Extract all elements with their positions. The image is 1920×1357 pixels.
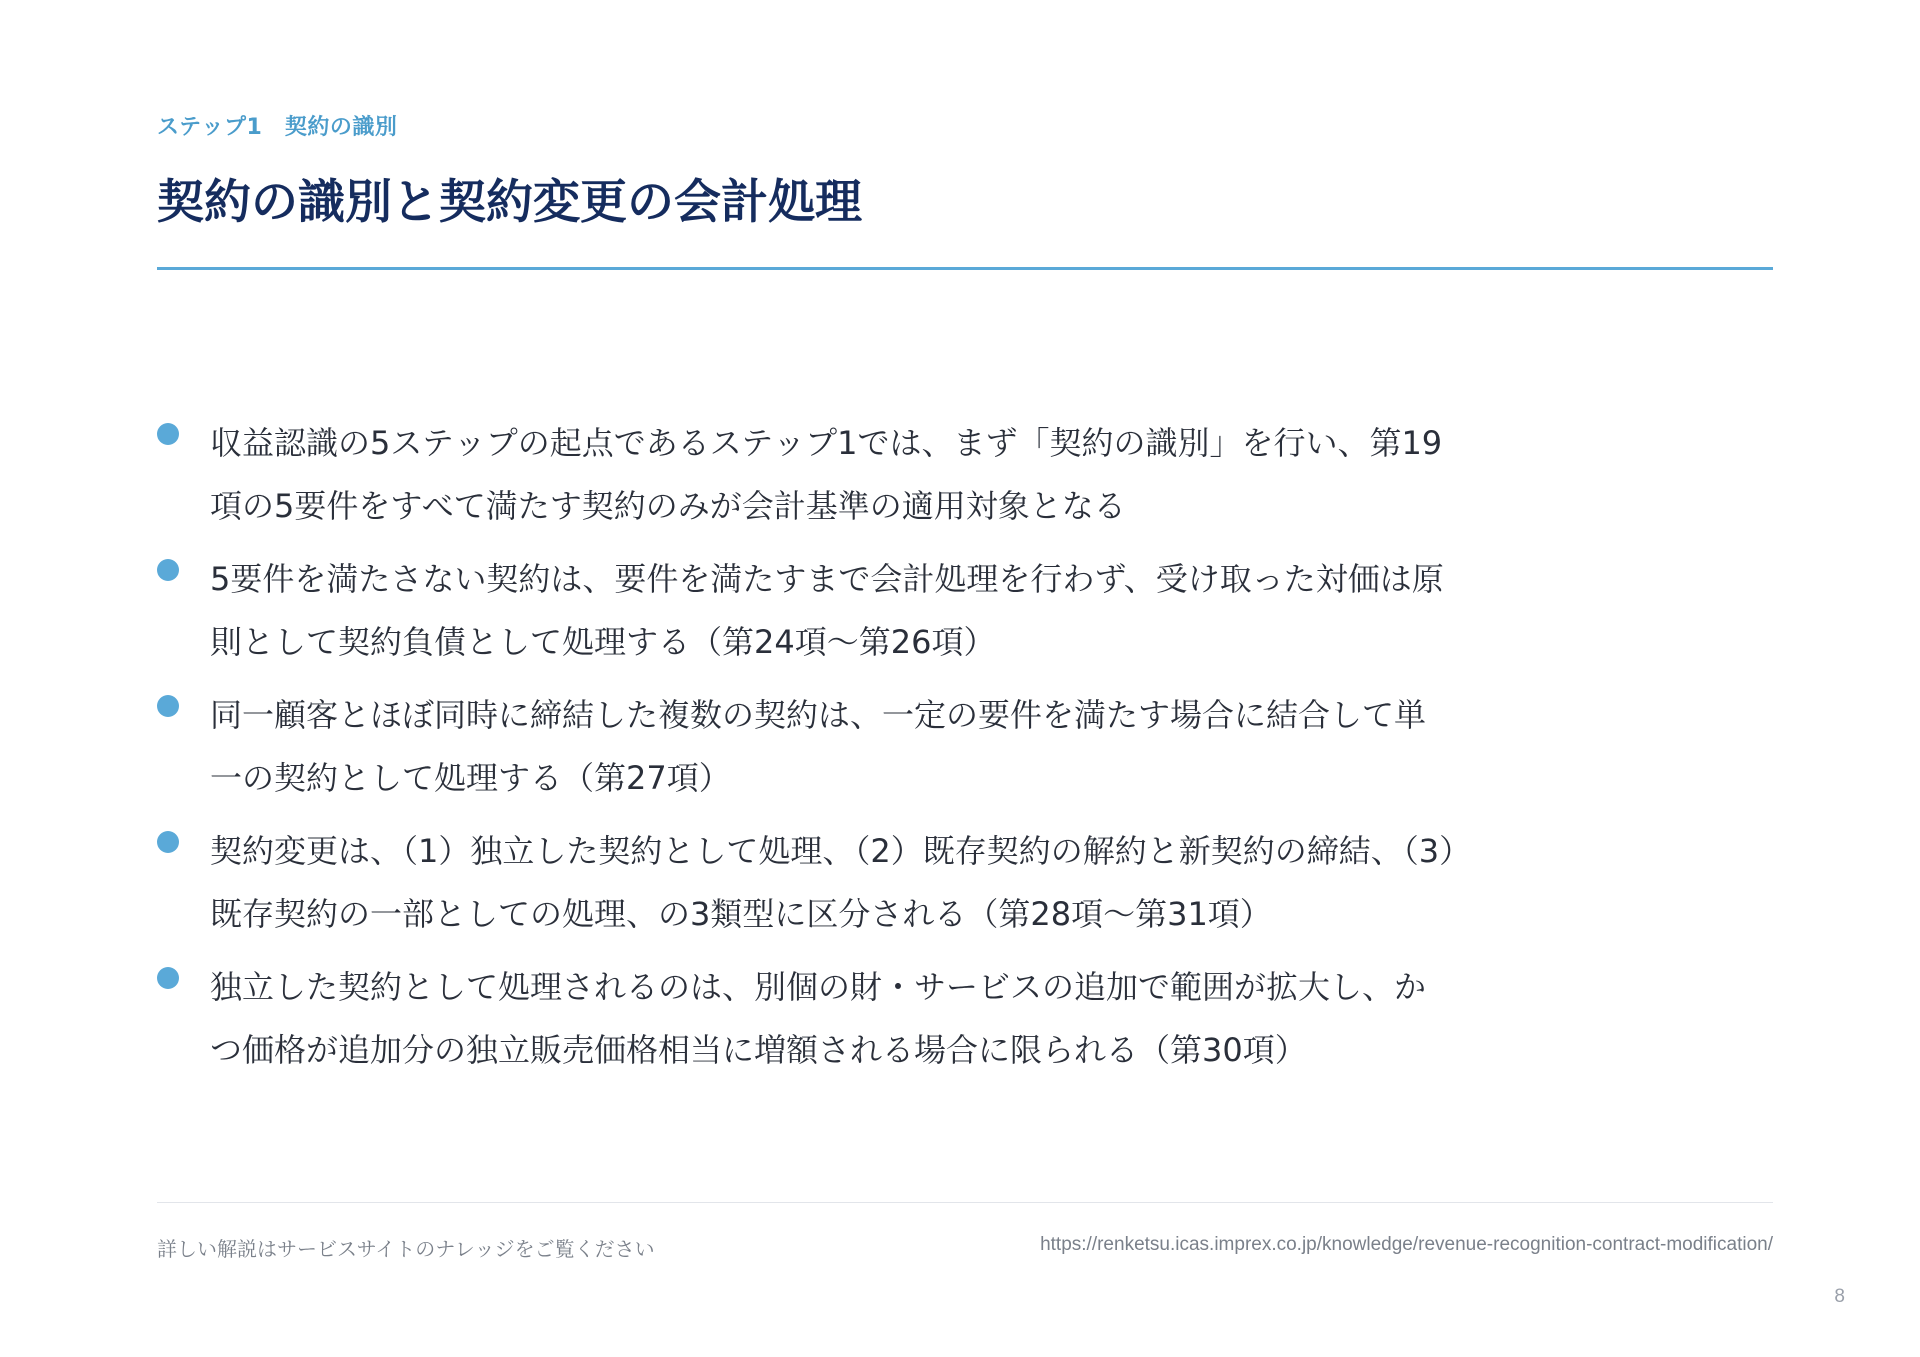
knowledge-link[interactable]: https://renketsu.icas.imprex.co.jp/knowledge/revenue-recognition-contract-modification/ — [1040, 1234, 1773, 1255]
bullet-dot-icon — [157, 423, 179, 445]
bullet-text-line: 同一顧客とほぼ同時に締結した複数の契約は、一定の要件を満たす場合に結合して単 — [210, 696, 1427, 734]
bullet-dot-icon — [157, 831, 179, 853]
bullet-text-line: 収益認識の5ステップの起点であるステップ1では、まず「契約の識別」を行い、第19 — [210, 424, 1443, 462]
bullet-item — [157, 412, 1695, 538]
bullet-text-line: つ価格が追加分の独立販売価格相当に増額される場合に限られる（第30項） — [210, 1031, 1307, 1069]
footer-divider — [157, 1202, 1773, 1203]
title-divider — [157, 267, 1773, 270]
bullet-list — [157, 412, 1577, 1092]
bullet-item — [157, 820, 1695, 946]
section-eyebrow: ステップ1 契約の識別 — [157, 115, 398, 140]
footer-note: 詳しい解説はサービスサイトのナレッジをご覧ください — [157, 1237, 655, 1261]
bullet-text-line: 既存契約の一部としての処理、の3類型に区分される（第28項〜第31項） — [210, 895, 1272, 933]
bullet-dot-icon — [157, 559, 179, 581]
page-title: 契約の識別と契約変更の会計処理 — [157, 175, 862, 230]
bullet-text-line: 契約変更は、（1）独立した契約として処理、（2）既存契約の解約と新契約の締結、（3） — [210, 832, 1472, 870]
bullet-dot-icon — [157, 695, 179, 717]
bullet-dot-icon — [157, 967, 179, 989]
bullet-item — [157, 548, 1695, 674]
bullet-text-line: 独立した契約として処理されるのは、別個の財・サービスの追加で範囲が拡大し、か — [210, 968, 1427, 1006]
bullet-item — [157, 956, 1695, 1082]
bullet-text-line: 則として契約負債として処理する（第24項〜第26項） — [210, 623, 996, 661]
bullet-text-line: 一の契約として処理する（第27項） — [210, 759, 731, 797]
bullet-text-line: 5要件を満たさない契約は、要件を満たすまで会計処理を行わず、受け取った対価は原 — [210, 560, 1444, 598]
bullet-item — [157, 684, 1695, 810]
bullet-text-line: 項の5要件をすべて満たす契約のみが会計基準の適用対象となる — [210, 487, 1126, 525]
page-number: 8 — [1834, 1286, 1845, 1307]
